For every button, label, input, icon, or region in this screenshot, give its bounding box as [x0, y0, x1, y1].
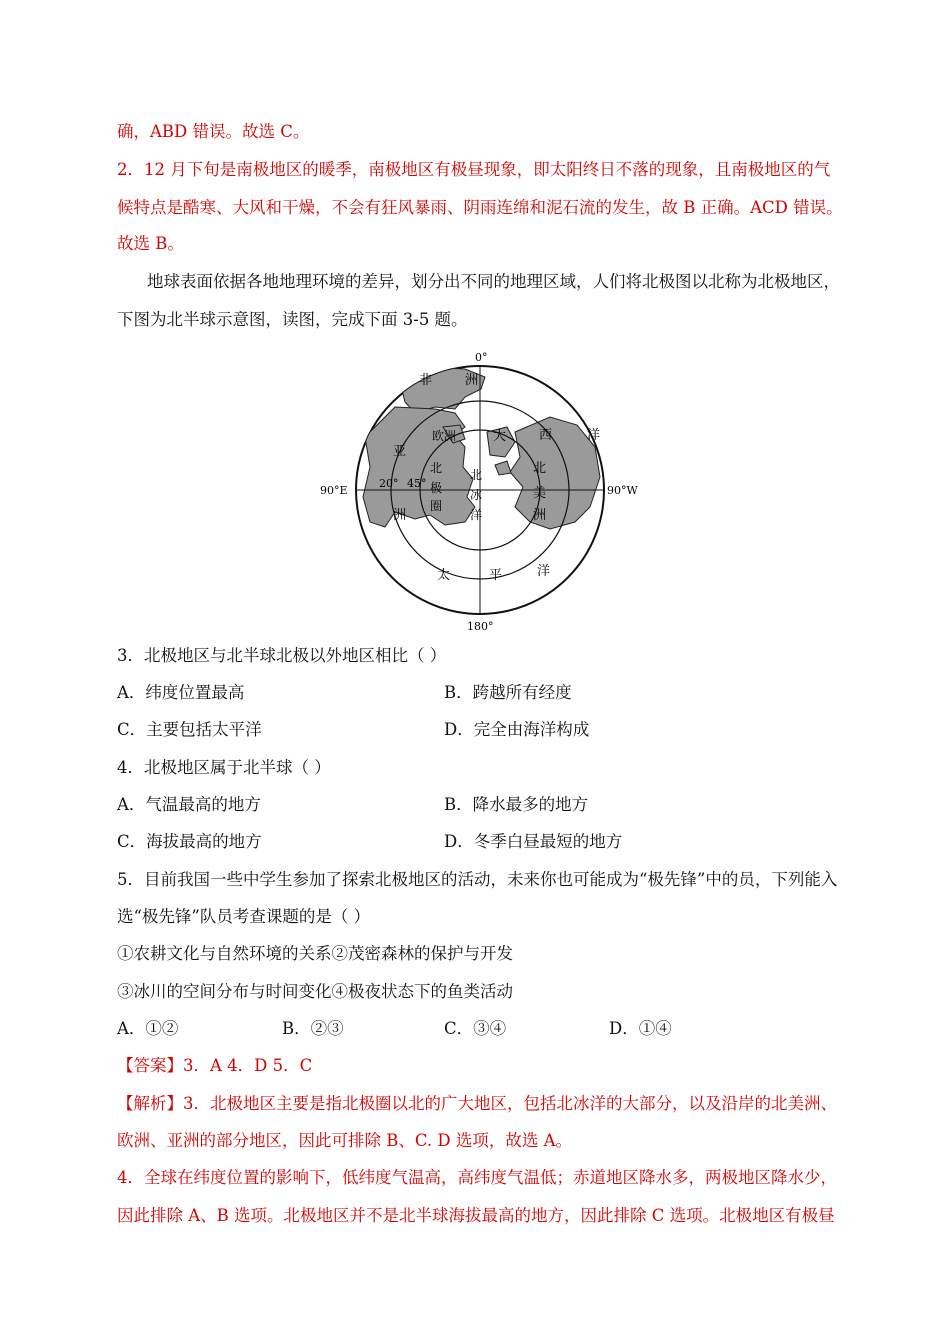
atlantic-label: 洋: [587, 428, 601, 443]
africa-label: 洲: [465, 373, 479, 388]
q5-option-b: B．②③: [282, 1019, 344, 1038]
q4-stem: 4．北极地区属于北半球（ ）: [117, 758, 331, 777]
analysis-line: 【解析】3．北极地区主要是指北极圈以北的广大地区，包括北冰洋的大部分，以及沿岸的北美洲、: [117, 1094, 837, 1113]
analysis-line: 因此排除 A、B 选项。北极地区并不是北半球海拔最高的地方，因此排除 C 选项。北极地区有极昼: [117, 1206, 835, 1225]
label-90e: 90°E: [320, 484, 348, 497]
arctic-circle-label: 北: [430, 461, 443, 475]
q3-stem: 3．北极地区与北半球北极以外地区相比（ ）: [117, 646, 447, 665]
arctic-ocean-label: 冰: [470, 488, 483, 502]
q5-option-a: A．①②: [117, 1019, 179, 1038]
q2-analysis-line: 故选 B。: [117, 234, 184, 253]
intro-line: 地球表面依据各地地理环境的差异，划分出不同的地理区域，人们将北极图以北称为北极地区，: [147, 272, 840, 291]
northern-hemisphere-map: [315, 347, 645, 637]
asia-label: 亚: [393, 444, 407, 459]
q5-option-d: D．①④: [609, 1019, 672, 1038]
answer-text-line: 确，ABD 错误。故选 C。: [117, 122, 310, 141]
pacific-label: 太: [437, 568, 451, 583]
q4-option-c: C．海拔最高的地方: [117, 832, 262, 851]
arctic-circle-label: 圈: [430, 499, 443, 513]
q3-option-c: C．主要包括太平洋: [117, 720, 262, 739]
q5-stem: 选“极先锋”队员考查课题的是（ ）: [117, 907, 371, 926]
q5-stem: 5．目前我国一些中学生参加了探索北极地区的活动，未来你也可能成为“极先锋”中的员，下列能入: [117, 870, 838, 889]
q3-option-b: B．跨越所有经度: [444, 683, 572, 702]
atlantic-label: 西: [539, 428, 553, 443]
asia-label: 洲: [393, 508, 407, 523]
q4-option-d: D．冬季白昼最短的地方: [444, 832, 623, 851]
north-america-label: 北: [533, 461, 547, 476]
pacific-label: 洋: [537, 564, 551, 579]
intro-line: 下图为北半球示意图，读图，完成下面 3-5 题。: [117, 310, 468, 329]
label-0: 0°: [475, 351, 488, 364]
arctic-circle-label: 极: [430, 481, 443, 495]
arctic-ocean-label: 洋: [470, 508, 483, 522]
africa-label: 非: [419, 373, 433, 388]
arctic-ocean-label: 北: [470, 468, 483, 482]
pacific-label: 平: [489, 568, 503, 583]
label-lat45: 45°: [407, 477, 427, 490]
analysis-line: 4．全球在纬度位置的影响下，低纬度气温高，高纬度气温低；赤道地区降水多，两极地区降水少，: [117, 1168, 837, 1187]
q5-option-c: C．③④: [444, 1019, 507, 1038]
q2-analysis-line: 2．12 月下旬是南极地区的暖季，南极地区有极昼现象，即太阳终日不落的现象，且南极地区的气: [117, 160, 831, 179]
atlantic-label: 大: [493, 429, 507, 444]
q2-analysis-line: 候特点是酷寒、大风和干燥，不会有狂风暴雨、阴雨连绵和泥石流的发生，故 B 正确。ACD 错误。: [117, 198, 843, 217]
q3-option-d: D．完全由海洋构成: [444, 720, 590, 739]
q4-option-a: A．气温最高的地方: [117, 795, 261, 814]
q5-items: ③冰川的空间分布与时间变化④极夜状态下的鱼类活动: [117, 982, 513, 1001]
north-america-label: 美: [533, 486, 547, 501]
europe-label: 欧洲: [432, 429, 457, 443]
label-180: 180°: [467, 620, 494, 633]
q5-items: ①农耕文化与自然环境的关系②茂密森林的保护与开发: [117, 944, 513, 963]
analysis-line: 欧洲、亚洲的部分地区，因此可排除 B、C. D 选项，故选 A。: [117, 1131, 573, 1150]
label-90w: 90°W: [607, 484, 638, 497]
label-lat20: 20°: [379, 477, 399, 490]
north-america-label: 洲: [533, 508, 547, 523]
q4-option-b: B．降水最多的地方: [444, 795, 589, 814]
answer-line: 【答案】3．A 4．D 5．C: [117, 1056, 313, 1075]
q3-option-a: A．纬度位置最高: [117, 683, 245, 702]
